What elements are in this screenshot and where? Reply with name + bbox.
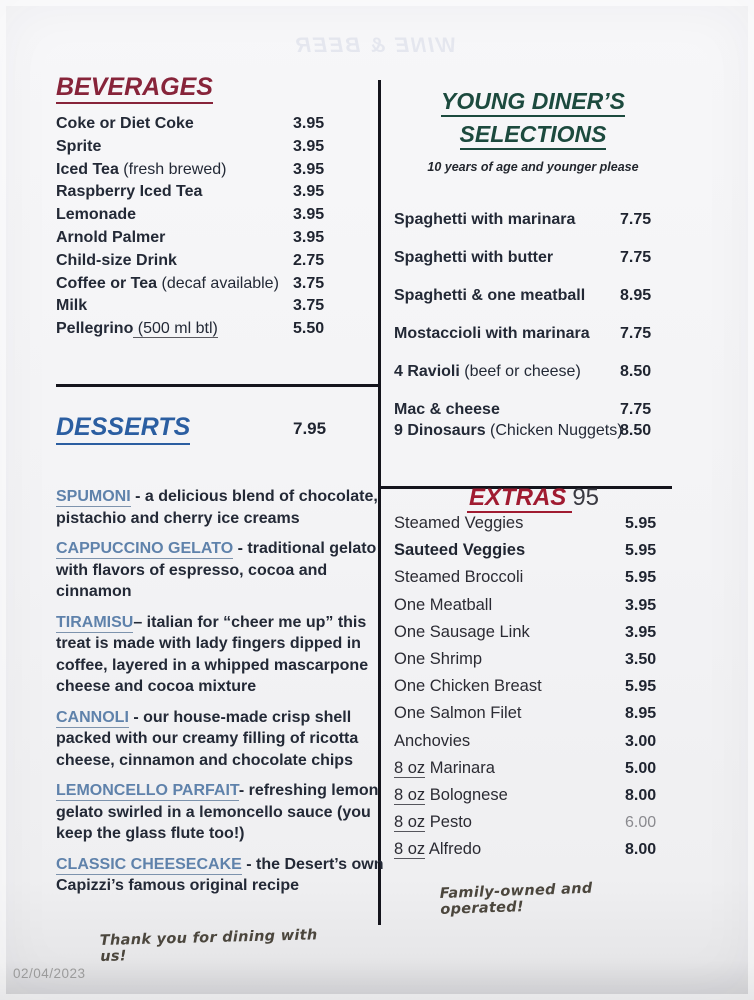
item-price: 2.75 [293,251,325,269]
extras-section [392,484,674,863]
dessert-name: TIRAMISU [56,613,134,631]
menu-item-row [392,510,674,537]
dessert-description: traditional gelato with flavors of espresso, cocoa and cinnamon [56,540,377,600]
item-price: 7.75 [620,401,652,418]
item-price: 8.95 [625,705,657,723]
item-name: Sauteed Veggies [394,541,526,560]
item-price: 7.75 [620,249,652,266]
item-price: 3.95 [625,623,657,641]
item-price: 3.00 [625,732,657,750]
dessert-name: CAPPUCCINO GELATO [56,540,234,557]
menu-item-row [392,421,674,459]
bleed-through-text: WINE & BEER [294,34,457,57]
item-name: Coke or Diet Coke [56,115,194,132]
item-name: Coffee or Tea [56,274,158,292]
menu-item-row [56,250,386,273]
dessert-entry [56,486,388,529]
item-price: 3.95 [625,596,657,614]
menu-item-row [392,619,674,646]
menu-item-row [392,782,674,809]
menu-item-row [56,136,386,159]
dessert-separator: - [238,782,249,799]
item-name: Bolognese [425,785,508,804]
item-price: 7.75 [620,211,652,228]
item-note: (decaf available) [157,274,279,292]
item-name: Child-size Drink [56,251,177,269]
menu-item-row [392,592,674,619]
menu-item-row [392,537,674,564]
dessert-name: CANNOLI [56,708,129,726]
item-name: Spaghetti with butter [394,249,554,266]
desserts-title: DESSERTS 7.95 [56,413,388,442]
dessert-separator: - [241,855,257,873]
menu-item-row [56,295,386,318]
item-note: (beef or cheese) [459,363,581,380]
menu-item-row [392,755,674,782]
young-diners-list [392,210,674,459]
item-price: 8.50 [620,422,652,439]
dessert-name: CLASSIC CHEESECAKE [56,855,242,873]
item-price: 3.75 [293,274,325,292]
item-note: (Chicken Nuggets) [485,422,623,439]
desserts-list [56,486,388,897]
item-price: 8.95 [620,287,652,304]
item-price: 3.95 [293,115,325,132]
item-price: 5.95 [625,678,657,696]
item-price: 3.95 [293,206,325,224]
menu-item-row [56,181,386,204]
beverages-title: BEVERAGES [56,73,386,102]
item-name: Pesto [425,813,472,832]
menu-item-row [56,318,386,341]
menu-item-row [56,113,386,136]
menu-item-row [392,324,674,362]
item-name: Anchovies [394,731,471,750]
dessert-entry [56,854,388,897]
item-price: 6.00 [625,814,657,832]
extras-list [392,510,674,863]
extras-title-suffix: 95 [572,484,600,511]
item-name: Sprite [56,137,102,155]
item-price: 5.00 [625,759,657,777]
item-size-prefix: 8 oz [394,840,426,859]
item-name: Mac & cheese [394,401,500,418]
item-note: (fresh brewed) [118,160,227,178]
item-price: 5.95 [625,569,657,587]
dessert-description: the Desert’s own Capizzi’s famous original recipe [56,855,384,894]
item-name: One Meatball [394,595,493,614]
item-name: Spaghetti with marinara [394,211,576,228]
menu-item-row [392,646,674,673]
extras-title: EXTRAS 95 [468,484,600,511]
menu-item-row [392,728,674,755]
item-name: Steamed Broccoli [394,568,524,587]
item-price: 3.95 [293,137,325,155]
item-name: One Salmon Filet [394,704,522,723]
young-diners-subtitle: 10 years of age and younger please [427,160,639,174]
family-owned-note: Family-owned and operated! [439,880,593,919]
item-name: Mostaccioli with marinara [394,325,590,342]
menu-item-row [56,204,386,227]
menu-item-row [392,286,674,324]
item-price: 3.50 [625,650,657,668]
dessert-entry [56,780,388,845]
desserts-price: 7.95 [293,419,327,438]
beverages-section [56,73,386,341]
dessert-name: LEMONCELLO PARFAIT [56,782,239,799]
dessert-separator: - [128,708,144,726]
menu-item-row [56,227,386,250]
item-note: (500 ml btl) [133,320,218,338]
menu-item-row [392,362,674,400]
item-name: 9 Dinosaurs [394,422,486,439]
item-price: 3.75 [293,297,325,315]
item-price: 5.50 [293,320,325,338]
dessert-description: our house-made crisp shell packed with our creamy filling of ricotta cheese, cinnamon and chocolate chips [56,708,359,769]
beverages-list [56,113,386,341]
dessert-name: SPUMONI [56,488,131,505]
menu-item-row [392,248,674,286]
menu-item-row [392,700,674,727]
item-name: Steamed Veggies [394,514,524,532]
item-name: Marinara [425,758,495,777]
item-price: 7.75 [620,325,652,342]
beverages-bottom-rule [56,384,381,387]
item-name: One Sausage Link [394,622,530,641]
item-name: Milk [56,297,88,315]
dessert-separator: - [130,488,145,505]
dessert-description: refreshing lemon gelato swirled in a lemoncello sauce (you keep the glass flute too!) [56,782,379,842]
date-stamp: 02/04/2023 [13,966,86,981]
item-price: 8.00 [625,786,657,804]
menu-item-row [392,673,674,700]
item-name: Lemonade [56,206,137,224]
item-name: Pellegrino [56,320,134,338]
item-name: One Chicken Breast [394,677,542,696]
menu-item-row [392,210,674,248]
dessert-entry [56,707,388,772]
dessert-separator: – [133,613,147,631]
dessert-description: italian for “cheer me up” this treat is made with lady fingers dipped in coffee, layered in a whipped mascarpone cheese and cocoa mixture [56,613,369,695]
menu-item-row [56,159,386,182]
dessert-entry [56,612,388,698]
item-name: One Shrimp [394,649,483,668]
item-name: Iced Tea [56,160,119,178]
item-price: 5.95 [625,515,657,532]
menu-item-row [392,809,674,836]
item-size-prefix: 8 oz [394,785,426,804]
dessert-entry [56,538,388,603]
menu-item-row [392,836,674,863]
item-price: 8.50 [620,363,652,380]
desserts-section [56,413,388,906]
dessert-description: a delicious blend of chocolate, pistachio and cherry ice creams [56,488,378,527]
young-diners-title: YOUNG DINER’S SELECTIONS [392,85,674,151]
menu-item-row [392,400,674,421]
item-size-prefix: 8 oz [394,813,426,832]
item-price: 3.95 [293,183,325,201]
item-price: 3.95 [293,160,325,178]
item-name: Raspberry Iced Tea [56,183,203,201]
item-name: Spaghetti & one meatball [394,287,586,304]
item-name: 4 Ravioli [394,363,460,380]
item-price: 8.00 [625,841,657,859]
dessert-separator: - [233,540,248,557]
young-diners-section [392,85,674,459]
item-size-prefix: 8 oz [394,758,426,777]
item-price: 3.95 [293,228,325,246]
menu-item-row [56,273,386,296]
thank-you-note: Thank you for dining with us! [99,927,318,966]
item-price: 5.95 [625,542,657,560]
item-name: Arnold Palmer [56,228,166,246]
item-name: Alfredo [425,840,482,859]
menu-item-row [392,564,674,591]
